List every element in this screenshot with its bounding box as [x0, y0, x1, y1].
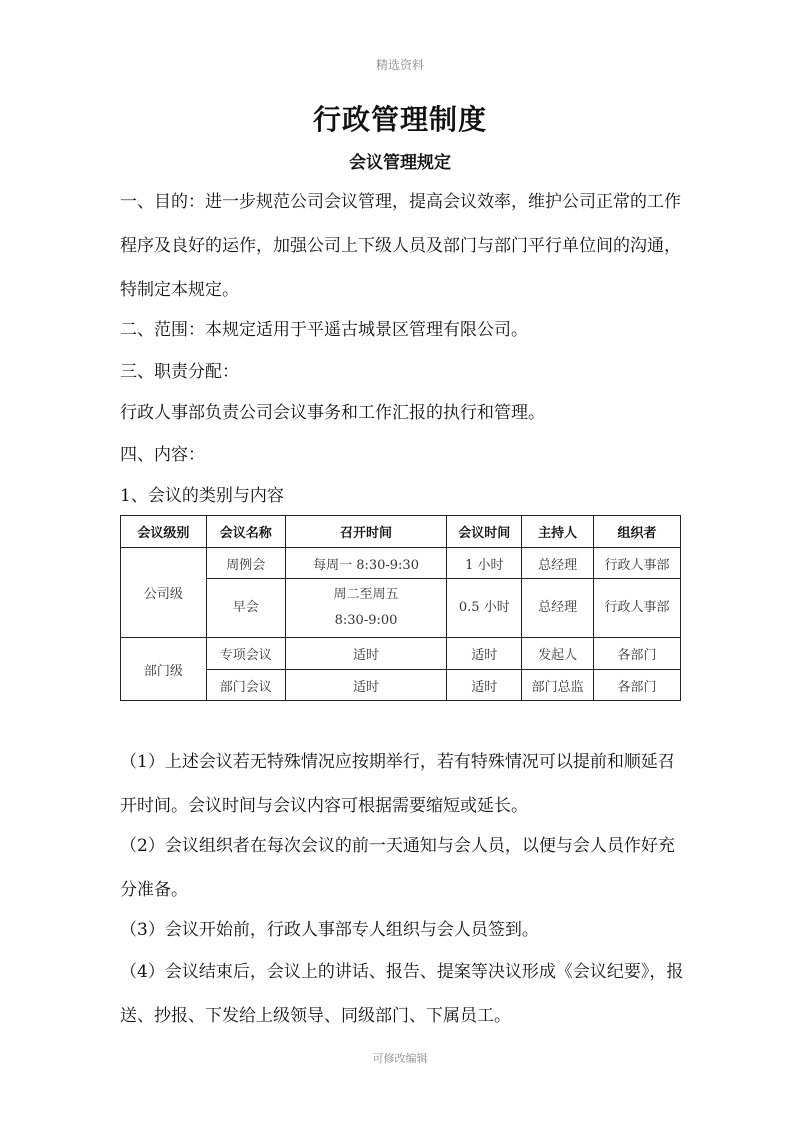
meeting-organizer-cell: 行政人事部 — [594, 579, 681, 638]
note-paragraph: （4）会议结束后，会议上的讲话、报告、提案等决议形成《会议纪要》，报送、抄报、下发给上级领导、同级部门、下属员工。 — [120, 962, 684, 1026]
meeting-organizer-cell: 各部门 — [594, 670, 681, 701]
note-paragraph: （1）上述会议若无特殊情况应按期举行，若有特殊情况可以提前和顺延召开时间。会议时间与会议内容可根据需要缩短或延长。 — [120, 752, 675, 816]
note-paragraph: （3）会议开始前，行政人事部专人组织与会人员签到。 — [120, 920, 539, 940]
meeting-duration-cell: 适时 — [447, 670, 522, 701]
header-note: 精选资料 — [375, 58, 424, 72]
meeting-time-line: 周二至周五 — [333, 587, 399, 602]
table-header-cell: 主持人 — [522, 516, 594, 548]
meeting-time-cell: 每周一 8:30-9:30 — [285, 548, 447, 579]
paragraph-responsibility-heading: 三、职责分配： — [120, 362, 239, 382]
meeting-time-line: 8:30-9:00 — [334, 613, 398, 628]
note-paragraph: （2）会议组织者在每次会议的前一天通知与会人员，以便与会人员作好充分准备。 — [120, 836, 675, 900]
table-header-cell: 会议时间 — [447, 516, 522, 548]
table-header-cell: 召开时间 — [285, 516, 447, 548]
footer-note: 可修改编辑 — [372, 1052, 428, 1065]
meeting-duration-cell: 适时 — [447, 638, 522, 670]
meeting-name-cell: 周例会 — [206, 548, 285, 579]
meeting-name-cell: 专项会议 — [206, 638, 285, 670]
document-title: 行政管理制度 — [312, 103, 487, 136]
paragraph-purpose: 一、目的：进一步规范公司会议管理，提高会议效率，维护公司正常的工作程序及良好的运作，加强公司上下级人员及部门与部门平行单位间的沟通，特制定本规定。 — [120, 192, 681, 300]
table-row — [121, 638, 681, 670]
meeting-time-cell: 适时 — [285, 670, 447, 701]
meeting-organizer-cell: 行政人事部 — [594, 548, 681, 579]
meeting-name-cell: 早会 — [206, 579, 285, 638]
paragraph-content-heading: 四、内容： — [120, 445, 205, 465]
paragraph-table-heading: 1、会议的类别与内容 — [120, 486, 284, 506]
meeting-level-cell: 部门级 — [121, 638, 207, 701]
meeting-host-cell: 发起人 — [522, 638, 594, 670]
meeting-host-cell: 总经理 — [522, 579, 594, 638]
document-subtitle: 会议管理规定 — [349, 153, 451, 173]
meeting-types-table — [120, 515, 681, 701]
meeting-time-cell: 适时 — [285, 638, 447, 670]
table-header-cell: 会议级别 — [121, 516, 207, 548]
table-header-cell: 会议名称 — [206, 516, 285, 548]
paragraph-responsibility: 行政人事部负责公司会议事务和工作汇报的执行和管理。 — [120, 403, 545, 423]
table-header-cell: 组织者 — [594, 516, 681, 548]
meeting-host-cell: 总经理 — [522, 548, 594, 579]
meeting-organizer-cell: 各部门 — [594, 638, 681, 670]
table-header-row — [121, 516, 681, 548]
meeting-level-cell: 公司级 — [121, 548, 207, 638]
meeting-host-cell: 部门总监 — [522, 670, 594, 701]
table-row — [121, 548, 681, 579]
meeting-time-cell — [285, 579, 447, 638]
paragraph-scope: 二、范围：本规定适用于平遥古城景区管理有限公司。 — [120, 320, 528, 340]
meeting-name-cell: 部门会议 — [206, 670, 285, 701]
meeting-duration-cell: 0.5 小时 — [447, 579, 522, 638]
meeting-duration-cell: 1 小时 — [447, 548, 522, 579]
